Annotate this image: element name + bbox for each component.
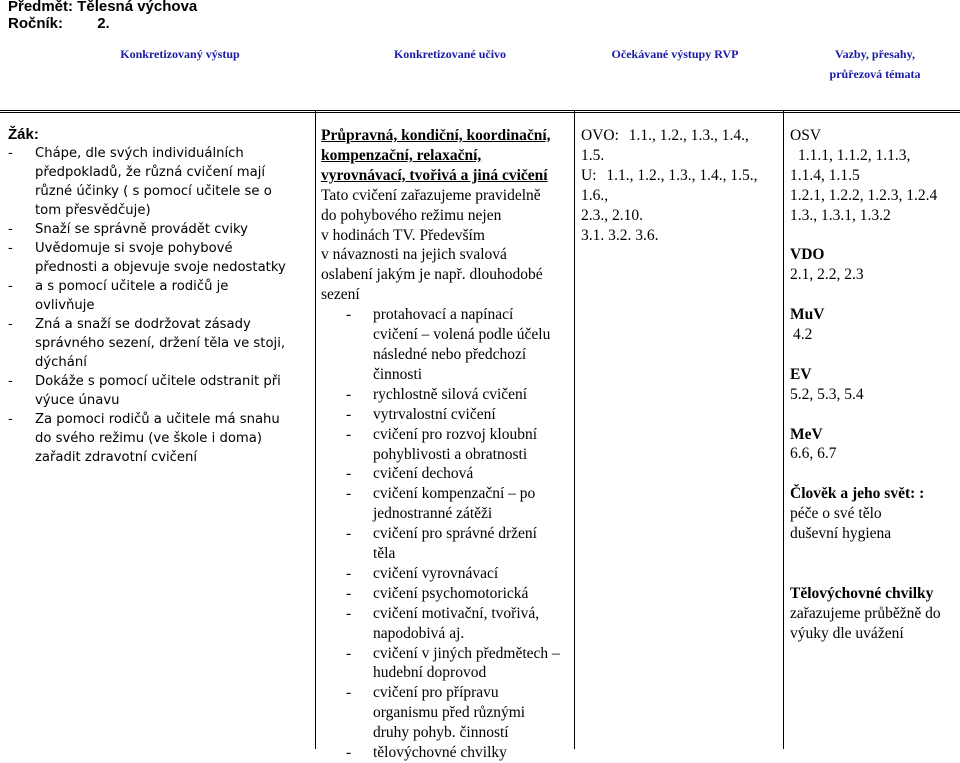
- chvilky-line-1: zařazujeme průběžně do: [790, 604, 941, 622]
- bullet-dash: -: [346, 405, 352, 423]
- vystup-line: Snaží se správně provádět cviky: [35, 222, 248, 237]
- ucivo-line: pohyblivosti a obratnosti: [373, 445, 528, 463]
- ucivo-line: druhy pohyb. činností: [373, 724, 509, 742]
- vystup-line: předpokladů, že různá cvičení mají: [35, 165, 266, 180]
- ucivo-line: vytrvalostní cvičení: [373, 405, 496, 423]
- ucivo-intro-line: v návaznosti na jejich svalová: [321, 246, 507, 264]
- bullet-dash: -: [346, 584, 352, 602]
- column-divider-2: [574, 110, 575, 749]
- grade-label: Ročník:: [8, 15, 64, 32]
- bullet-dash: -: [8, 241, 13, 256]
- bullet-dash: -: [346, 644, 352, 662]
- ucivo-line: cvičení pro správné držení: [373, 525, 537, 543]
- bullet-dash: -: [8, 317, 13, 332]
- ucivo-line: následné nebo předchozí: [373, 345, 527, 363]
- ovo-line-1: 1.1., 1.2., 1.3., 1.4.,: [628, 127, 749, 144]
- vystup-line: přednosti a objevuje svoje nedostatky: [35, 260, 286, 275]
- ucivo-line: cvičení pro rozvoj kloubní: [373, 425, 537, 443]
- bullet-dash: -: [346, 425, 352, 443]
- ucivo-line: cvičení vyrovnávací: [373, 564, 499, 582]
- osv-label: OSV: [790, 127, 822, 144]
- osv-line-2: 1.1.4, 1.1.5: [790, 166, 860, 184]
- ucivo-line: napodobivá aj.: [373, 624, 465, 642]
- ucivo-line: cvičení – volená podle účelu: [373, 326, 551, 344]
- vdo-label: VDO: [790, 246, 825, 264]
- ucivo-item: [346, 564, 573, 584]
- vystup-line: do svého režimu (ve škole i doma): [35, 431, 262, 446]
- vystup-line: Chápe, dle svých individuálních: [35, 146, 244, 161]
- ucivo-line: protahovací a napínací: [373, 306, 514, 324]
- ucivo-item: [346, 425, 573, 465]
- bullet-dash: -: [346, 604, 352, 622]
- ucivo-item: [346, 584, 573, 604]
- ucivo-intro-line: Tato cvičení zařazujeme pravidelně: [321, 186, 541, 204]
- vystup-item: [8, 144, 308, 220]
- u-line-1: 1.1., 1.2., 1.3., 1.4., 1.5.,: [606, 166, 758, 184]
- u-line-4: 3.1. 3.2. 3.6.: [581, 226, 659, 244]
- bullet-dash: -: [346, 744, 352, 762]
- ev-value: 5.2, 5.3, 5.4: [790, 385, 864, 403]
- ucivo-item: [346, 464, 573, 484]
- ucivo-item: [346, 604, 573, 644]
- ovo-line-2: 1.5.: [581, 146, 605, 164]
- osv-line-1: 1.1.1, 1.1.2, 1.1.3,: [798, 146, 911, 164]
- col-rvp: [581, 126, 781, 245]
- mev-value: 6.6, 6.7: [790, 445, 837, 463]
- ucivo-item: [346, 683, 573, 743]
- col-vystup: [8, 126, 308, 467]
- vystup-list: [8, 144, 308, 467]
- ucivo-line: organismu před různými: [373, 704, 526, 722]
- ucivo-intro-line: oslabení jakým je např. dlouhodobé: [321, 266, 543, 284]
- ucivo-intro-line: do pohybového režimu nejen: [321, 206, 502, 224]
- col-ucivo: [321, 126, 573, 763]
- bullet-dash: -: [346, 306, 352, 324]
- vystup-line: Zná a snaží se dodržovat zásady: [35, 317, 251, 332]
- table-top-border-inner: [0, 112, 960, 113]
- ucivo-heading-line: kompenzační, relaxační,: [321, 146, 482, 164]
- ucivo-line: cvičení kompenzační – po: [373, 485, 536, 503]
- bullet-dash: -: [8, 279, 13, 294]
- ucivo-heading-line: vyrovnávací, tvořivá a jiná cvičení: [321, 166, 548, 184]
- vystup-line: Dokáže s pomocí učitele odstranit při: [35, 374, 281, 389]
- mev-label: MeV: [790, 425, 823, 443]
- zak-label: Žák:: [8, 126, 39, 143]
- vystup-line: dýchání: [35, 355, 87, 370]
- u-label: U:: [581, 166, 597, 184]
- ovo-row: [581, 126, 781, 146]
- vystup-item: [8, 315, 308, 372]
- clovek-line-2: duševní hygiena: [790, 525, 892, 543]
- colhead-temata: průřezová témata: [829, 67, 921, 81]
- vystup-line: výuce únavu: [35, 393, 120, 408]
- u-line-3: 2.3., 2.10.: [581, 206, 643, 224]
- ucivo-list: [321, 305, 573, 763]
- ucivo-line: těla: [373, 545, 396, 563]
- vystup-item: [8, 277, 308, 315]
- muv-value: 4.2: [793, 326, 813, 344]
- bullet-dash: -: [346, 385, 352, 403]
- ucivo-line: cvičení motivační, tvořivá,: [373, 604, 540, 622]
- colhead-ucivo: Konkretizované učivo: [393, 47, 507, 61]
- muv-label: MuV: [790, 306, 825, 324]
- ucivo-item: [346, 743, 573, 763]
- grade-row: [8, 15, 110, 33]
- ucivo-line: jednostranné zátěži: [373, 505, 493, 523]
- clovek-label: Člověk a jeho svět: :: [790, 485, 925, 503]
- vystup-line: zařadit zdravotní cvičení: [35, 450, 198, 465]
- grade-value: 2.: [97, 15, 110, 32]
- bullet-dash: -: [346, 564, 352, 582]
- ucivo-item: [346, 644, 573, 684]
- vystup-item: [8, 410, 308, 467]
- ucivo-line: cvičení dechová: [373, 465, 474, 483]
- u-line-2: 1.6.,: [581, 186, 609, 204]
- ev-label: EV: [790, 365, 812, 383]
- vystup-line: Za pomoci rodičů a učitele má snahu: [35, 412, 280, 427]
- ucivo-heading-line: Průpravná, kondiční, koordinační,: [321, 127, 551, 144]
- bullet-dash: -: [8, 146, 13, 161]
- ucivo-line: rychlostně silová cvičení: [373, 385, 528, 403]
- col-vazby: [790, 126, 960, 643]
- vystup-line: ovlivňuje: [35, 298, 95, 313]
- ucivo-item: [346, 405, 573, 425]
- vystup-line: a s pomocí učitele a rodičů je: [35, 279, 229, 294]
- ucivo-line: tělovýchovné chvilky: [373, 744, 507, 762]
- subject-title: Předmět: Tělesná výchova: [8, 0, 198, 15]
- ucivo-line: cvičení v jiných předmětech –: [373, 644, 560, 662]
- bullet-dash: -: [346, 485, 352, 503]
- vystup-line: správného sezení, držení těla ve stoji,: [35, 336, 286, 351]
- ucivo-item: [346, 484, 573, 524]
- colhead-rvp: Očekávané výstupy RVP: [611, 47, 739, 61]
- vystup-item: [8, 220, 308, 239]
- ucivo-heading: [321, 126, 573, 186]
- bullet-dash: -: [346, 684, 352, 702]
- vystup-line: Uvědomuje si svoje pohybové: [35, 241, 233, 256]
- u-row: [581, 166, 781, 186]
- ucivo-intro: [321, 186, 573, 305]
- bullet-dash: -: [8, 222, 13, 237]
- chvilky-label: Tělovýchovné chvilky: [790, 584, 934, 602]
- ucivo-item: [346, 524, 573, 564]
- vystup-item: [8, 239, 308, 277]
- column-divider-3: [783, 110, 784, 749]
- vystup-line: tom přesvědčuje): [35, 203, 151, 218]
- column-divider-1: [315, 110, 316, 749]
- vdo-value: 2.1, 2.2, 2.3: [790, 266, 864, 284]
- chvilky-line-2: výuky dle uvážení: [790, 624, 904, 642]
- ucivo-line: cvičení psychomotorická: [373, 584, 529, 602]
- ucivo-intro-line: v hodinách TV. Především: [321, 226, 485, 244]
- ucivo-line: činnosti: [373, 365, 423, 383]
- bullet-dash: -: [346, 465, 352, 483]
- table-top-border: [0, 110, 960, 111]
- bullet-dash: -: [8, 412, 13, 427]
- ucivo-line: hudební doprovod: [373, 664, 487, 682]
- ucivo-line: cvičení pro přípravu: [373, 684, 499, 702]
- ucivo-item: [346, 305, 573, 385]
- colhead-vystup: Konkretizovaný výstup: [120, 47, 240, 61]
- vystup-item: [8, 372, 308, 410]
- vystup-line: různé účinky ( s pomocí učitele se o: [35, 184, 272, 199]
- osv-line-3: 1.2.1, 1.2.2, 1.2.3, 1.2.4: [790, 186, 938, 204]
- colhead-vazby: Vazby, přesahy,: [835, 47, 915, 61]
- clovek-line-1: péče o své tělo: [790, 505, 882, 523]
- bullet-dash: -: [346, 525, 352, 543]
- ucivo-item: [346, 385, 573, 405]
- ovo-label: OVO:: [581, 127, 619, 144]
- bullet-dash: -: [8, 374, 13, 389]
- ucivo-intro-line: sezení: [321, 286, 360, 304]
- osv-line-4: 1.3., 1.3.1, 1.3.2: [790, 206, 891, 224]
